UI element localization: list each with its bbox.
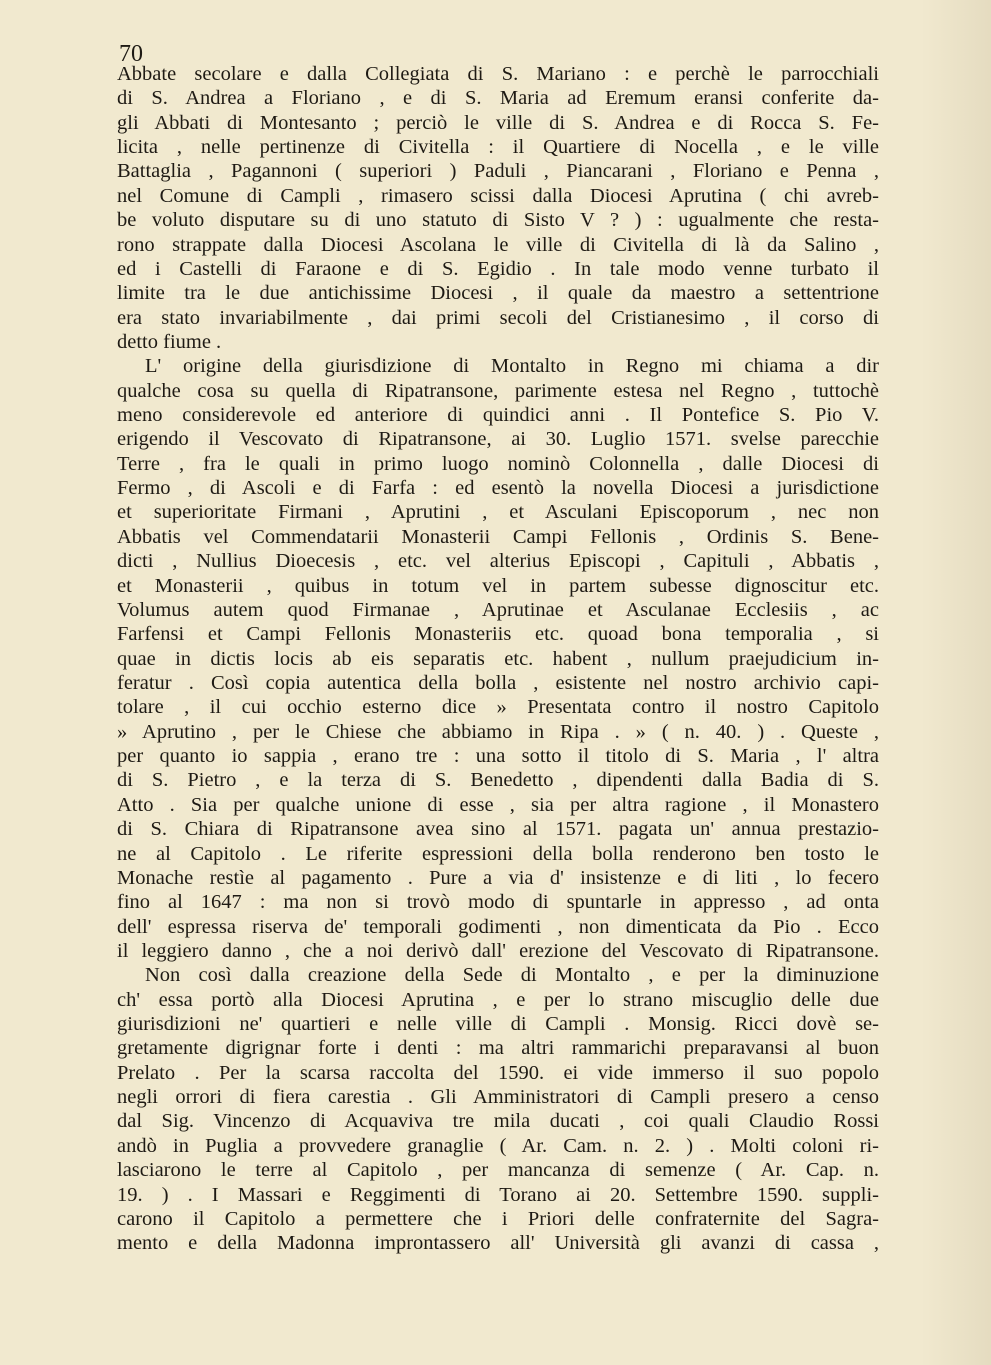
text-line: il leggiero danno , che a noi derivò dall' erezione del Vescovato di Ripatransone. (117, 939, 879, 962)
text-line: lasciarono le terre al Capitolo , per mancanza di semenze ( Ar. Cap. n. (117, 1159, 879, 1182)
text-line: andò in Puglia a provvedere granaglie ( Ar. Cam. n. 2. ) . Molti coloni ri- (117, 1134, 879, 1157)
text-line: meno considerevole ed anteriore di quindici anni . Il Pontefice S. Pio V. (117, 404, 879, 427)
text-line: Battaglia , Pagannoni ( superiori ) Paduli , Piancarani , Floriano e Penna , (117, 160, 879, 183)
text-line: Fermo , di Ascoli e di Farfa : ed esentò la novella Diocesi a jurisdictione (117, 477, 879, 500)
text-line: Farfensi et Campi Fellonis Monasteriis etc. quoad bona temporalia , si (117, 623, 879, 646)
text-line: limite tra le due antichissime Diocesi , il quale da maestro a settentrione (117, 282, 879, 305)
text-line: tolare , il cui occhio esterno dice » Presentata contro il nostro Capitolo (117, 696, 879, 719)
text-line: dal Sig. Vincenzo di Acquaviva tre mila ducati , coi quali Claudio Rossi (117, 1110, 879, 1133)
text-line: licita , nelle pertinenze di Civitella : il Quartiere di Nocella , e le ville (117, 136, 879, 159)
text-line: gli Abbati di Montesanto ; perciò le ville di S. Andrea e di Rocca S. Fe- (117, 111, 879, 134)
text-line: Prelato . Per la scarsa raccolta del 1590. ei vide immerso il suo popolo (117, 1061, 879, 1084)
text-line: di S. Pietro , e la terza di S. Benedetto , dipendenti dalla Badia di S. (117, 769, 879, 792)
text-line: et Monasterii , quibus in totum vel in partem subesse dignoscitur etc. (117, 574, 879, 597)
text-line: feratur . Così copia autentica della bolla , esistente nel nostro archivio capi- (117, 671, 879, 694)
text-line: Abbatis vel Commendatarii Monasterii Campi Fellonis , Ordinis S. Bene- (117, 525, 879, 548)
text-line: negli orrori di fiera carestia . Gli Amministratori di Campli presero a censo (117, 1086, 879, 1109)
text-line: nel Comune di Campli , rimasero scissi dalla Diocesi Aprutina ( chi avreb- (117, 184, 879, 207)
text-line: Terre , fra le quali in primo luogo nominò Colonnella , dalle Diocesi di (117, 452, 879, 475)
text-line: di S. Chiara di Ripatransone avea sino al 1571. pagata un' annua prestazio- (117, 818, 879, 841)
text-line: 19. ) . I Massari e Reggimenti di Torano ai 20. Settembre 1590. suppli- (117, 1183, 879, 1206)
text-line: qualche cosa su quella di Ripatransone, parimente estesa nel Regno , tuttochè (117, 379, 879, 402)
text-line: Volumus autem quod Firmanae , Aprutinae et Asculanae Ecclesiis , ac (117, 598, 879, 621)
text-line: ch' essa portò alla Diocesi Aprutina , e per lo strano miscuglio delle due (117, 988, 879, 1011)
text-line: gretamente digrignar forte i denti : ma altri rammarichi preparavansi al buon (117, 1037, 879, 1060)
text-line: di S. Andrea a Floriano , e di S. Maria ad Eremum eransi conferite da- (117, 87, 879, 110)
text-line: rono strappate dalla Diocesi Ascolana le ville di Civitella di là da Salino , (117, 233, 879, 256)
text-line: carono il Capitolo a permettere che i Priori delle confraternite del Sagra- (117, 1207, 879, 1230)
page-number: 70 (119, 41, 143, 67)
text-line: Non così dalla creazione della Sede di Montalto , e per la diminuzione (145, 964, 879, 987)
text-line: mento e della Madonna improntassero all' Università gli avanzi di cassa , (117, 1232, 879, 1255)
text-line: L' origine della giurisdizione di Montalto in Regno mi chiama a dir (145, 355, 879, 378)
text-line: ed i Castelli di Faraone e di S. Egidio . In tale modo venne turbato il (117, 257, 879, 280)
text-line: » Aprutino , per le Chiese che abbiamo in Ripa . » ( n. 40. ) . Queste , (117, 720, 879, 743)
text-line: quae in dictis locis ab eis separatis etc. habent , nullum praejudicium in- (117, 647, 879, 670)
text-line: fino al 1647 : ma non si trovò modo di spuntarle in appresso , ad onta (117, 891, 879, 914)
text-line: be voluto disputare su di uno statuto di Sisto V ? ) : ugualmente che resta- (117, 209, 879, 232)
page-edge-shadow (921, 0, 991, 1365)
text-line: et superioritate Firmani , Aprutini , et Asculani Episcoporum , nec non (117, 501, 879, 524)
text-line: dicti , Nullius Dioecesis , etc. vel alterius Episcopi , Capituli , Abbatis , (117, 550, 879, 573)
text-line: era stato invariabilmente , dai primi secoli del Cristianesimo , il corso di (117, 306, 879, 329)
body-text (117, 62, 879, 1256)
text-line: dell' espressa riserva de' temporali godimenti , non dimenticata da Pio . Ecco (117, 915, 879, 938)
text-line: erigendo il Vescovato di Ripatransone, ai 30. Luglio 1571. svelse parecchie (117, 428, 879, 451)
text-line: giurisdizioni ne' quartieri e nelle ville di Campli . Monsig. Ricci dovè se- (117, 1013, 879, 1036)
text-line: Monache restìe al pagamento . Pure a via d' insistenze e di liti , lo fecero (117, 866, 879, 889)
text-line: detto fiume . (117, 330, 222, 353)
text-line: ne al Capitolo . Le riferite espressioni della bolla renderono ben tosto le (117, 842, 879, 865)
text-line: Abbate secolare e dalla Collegiata di S. Mariano : e perchè le parrocchiali (117, 63, 879, 85)
text-line: per quanto io sappia , erano tre : una sotto il titolo di S. Maria , l' altra (117, 745, 879, 768)
text-line: Atto . Sia per qualche unione di esse , sia per altra ragione , il Monastero (117, 793, 879, 816)
